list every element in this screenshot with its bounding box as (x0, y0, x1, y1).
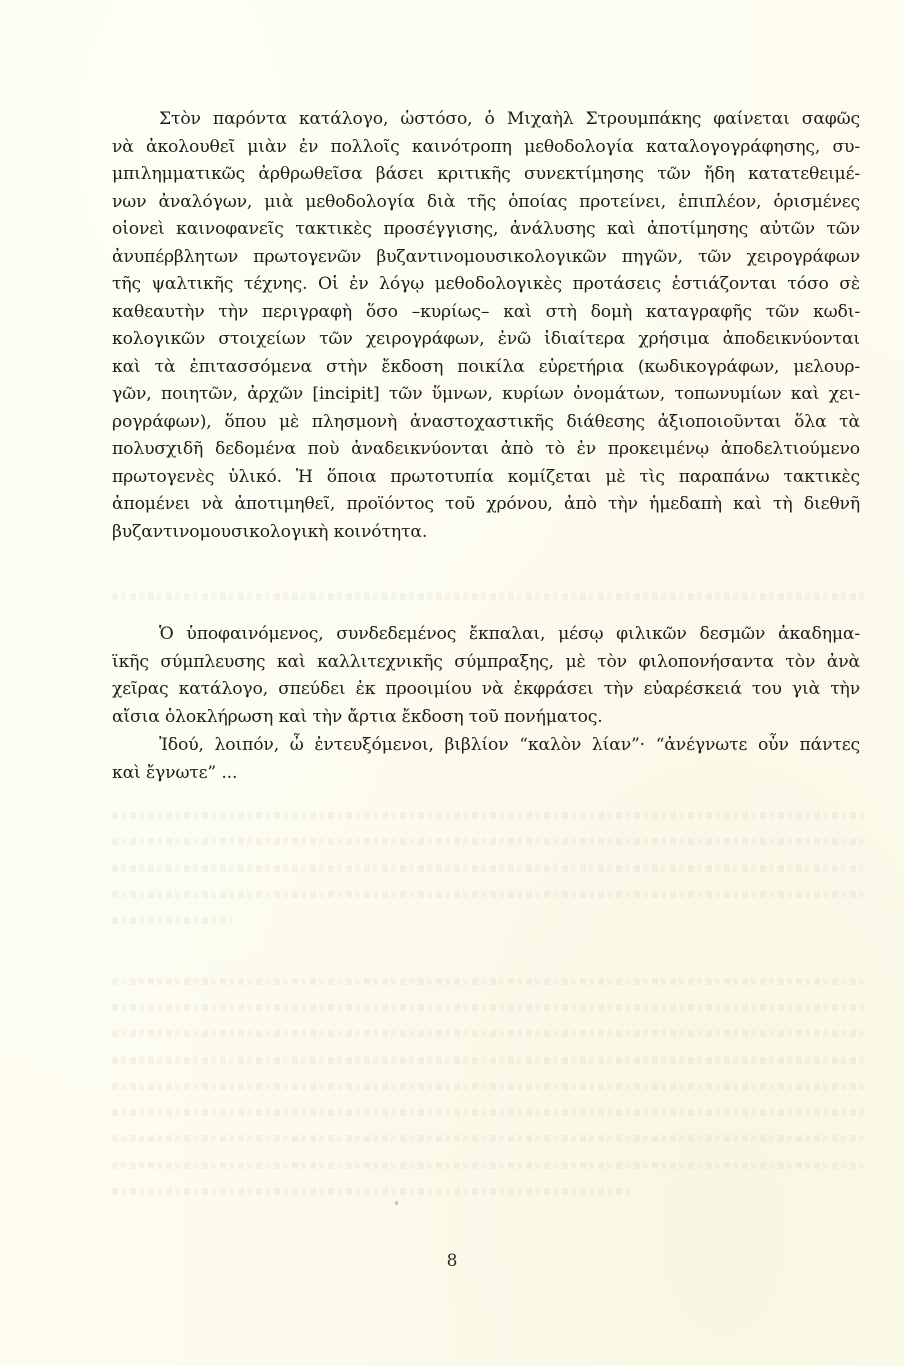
text-line: νὰ ἀκολουθεῖ μιὰν ἐν πολλοῖς καινότροπη μεθοδολογία καταλογογράφησης, συ- (112, 136, 860, 157)
paragraph-2 (112, 621, 860, 731)
text-line: μπιλημματικῶς ἀρθρωθεῖσα βάσει κριτικῆς συνεκτίμησης τῶν ἤδη κατατεθειμέ- (112, 164, 860, 184)
text-line: Ἰδού, λοιπόν, ὦ ἐντευξόμενοι, βιβλίον “καλὸν λίαν”· “ἀνέγνωτε οὖν πάντες (159, 735, 860, 755)
text-line: καὶ ἔγνωτε” ... (112, 762, 238, 783)
text-line: ἀνυπέρβλητων πρωτογενῶν βυζαντινομουσικολογικῶν πηγῶν, τῶν χειρογράφων (112, 246, 860, 267)
text-line: αἴσια ὁλοκλήρωση καὶ τὴν ἄρτια ἔκδοση τοῦ πονήματος. (112, 706, 603, 727)
text-line: χεῖρας κατάλογο, σπεύδει ἐκ προοιμίου νὰ ἐκφράσει τὴν εὐαρέσκειά του γιὰ τὴν (112, 679, 860, 699)
text-line: βυζαντινομουσικολογικὴ κοινότητα. (112, 521, 428, 542)
text-line: Ὁ ὑποφαινόμενος, συνδεδεμένος ἔκπαλαι, μέσῳ φιλικῶν δεσμῶν ἀκαδημα- (159, 624, 860, 644)
text-line: ϊκῆς σύμπλευσης καὶ καλλιτεχνικῆς σύμπραξης, μὲ τὸν φιλοπονήσαντα τὸν ἀνὰ (112, 651, 860, 672)
paper-speck (395, 1201, 398, 1205)
paragraph-1 (112, 106, 860, 546)
text-line: ἀπομένει νὰ ἀποτιμηθεῖ, προϊόντος τοῦ χρόνου, ἀπὸ τὴν ἡμεδαπὴ καὶ τὴ διεθνῆ (112, 494, 860, 514)
text-line: ρογράφων), ὅπου μὲ πλησμονὴ ἀναστοχαστικῆς διάθεσης ἀξιοποιοῦνται ὅλα τὰ (112, 411, 860, 432)
text-line: Στὸν παρόντα κατάλογο, ὡστόσο, ὁ Μιχαὴλ Στρουμπάκης φαίνεται σαφῶς (159, 109, 860, 129)
text-line: πρωτογενὲς ὑλικό. Ἡ ὅποια πρωτοτυπία κομίζεται μὲ τὶς παραπάνω τακτικὲς (112, 466, 860, 487)
text-line: γῶν, ποιητῶν, ἀρχῶν [incipit] τῶν ὕμνων, κυρίων ὀνομάτων, τοπωνυμίων καὶ χει- (112, 384, 860, 404)
paragraph-3 (112, 732, 860, 787)
text-line: τῆς ψαλτικῆς τέχνης. Οἱ ἐν λόγῳ μεθοδολογικὲς προτάσεις ἑστιάζονται τόσο σὲ (112, 274, 860, 294)
text-line: νων ἀναλόγων, μιὰ μεθοδολογία διὰ τῆς ὁποίας προτείνει, ἐπιπλέον, ὁρισμένες (112, 191, 860, 212)
text-line: πολυσχιδῆ δεδομένα ποὺ ἀναδεικνύονται ἀπὸ τὸ ἐν προκειμένῳ ἀποδελτιούμενο (112, 439, 860, 459)
text-line: οἱονεὶ καινοφανεῖς τακτικὲς προσέγγισης, ἀνάλυσης καὶ ἀποτίμησης αὐτῶν τῶν (112, 219, 860, 239)
text-line: κολογικῶν στοιχείων τῶν χειρογράφων, ἐνῶ ἰδιαίτερα χρήσιμα ἀποδεικνύονται (112, 329, 860, 349)
page-number: 8 (446, 1251, 458, 1271)
text-line: καὶ τὰ ἐπιτασσόμενα στὴν ἔκδοση ποικίλα εὑρετήρια (κωδικογράφων, μελουρ- (112, 356, 860, 377)
text-line: καθεαυτὴν τὴν περιγραφὴ ὅσο –κυρίως– καὶ στὴ δομὴ καταγραφῆς τῶν κωδι- (112, 301, 860, 322)
